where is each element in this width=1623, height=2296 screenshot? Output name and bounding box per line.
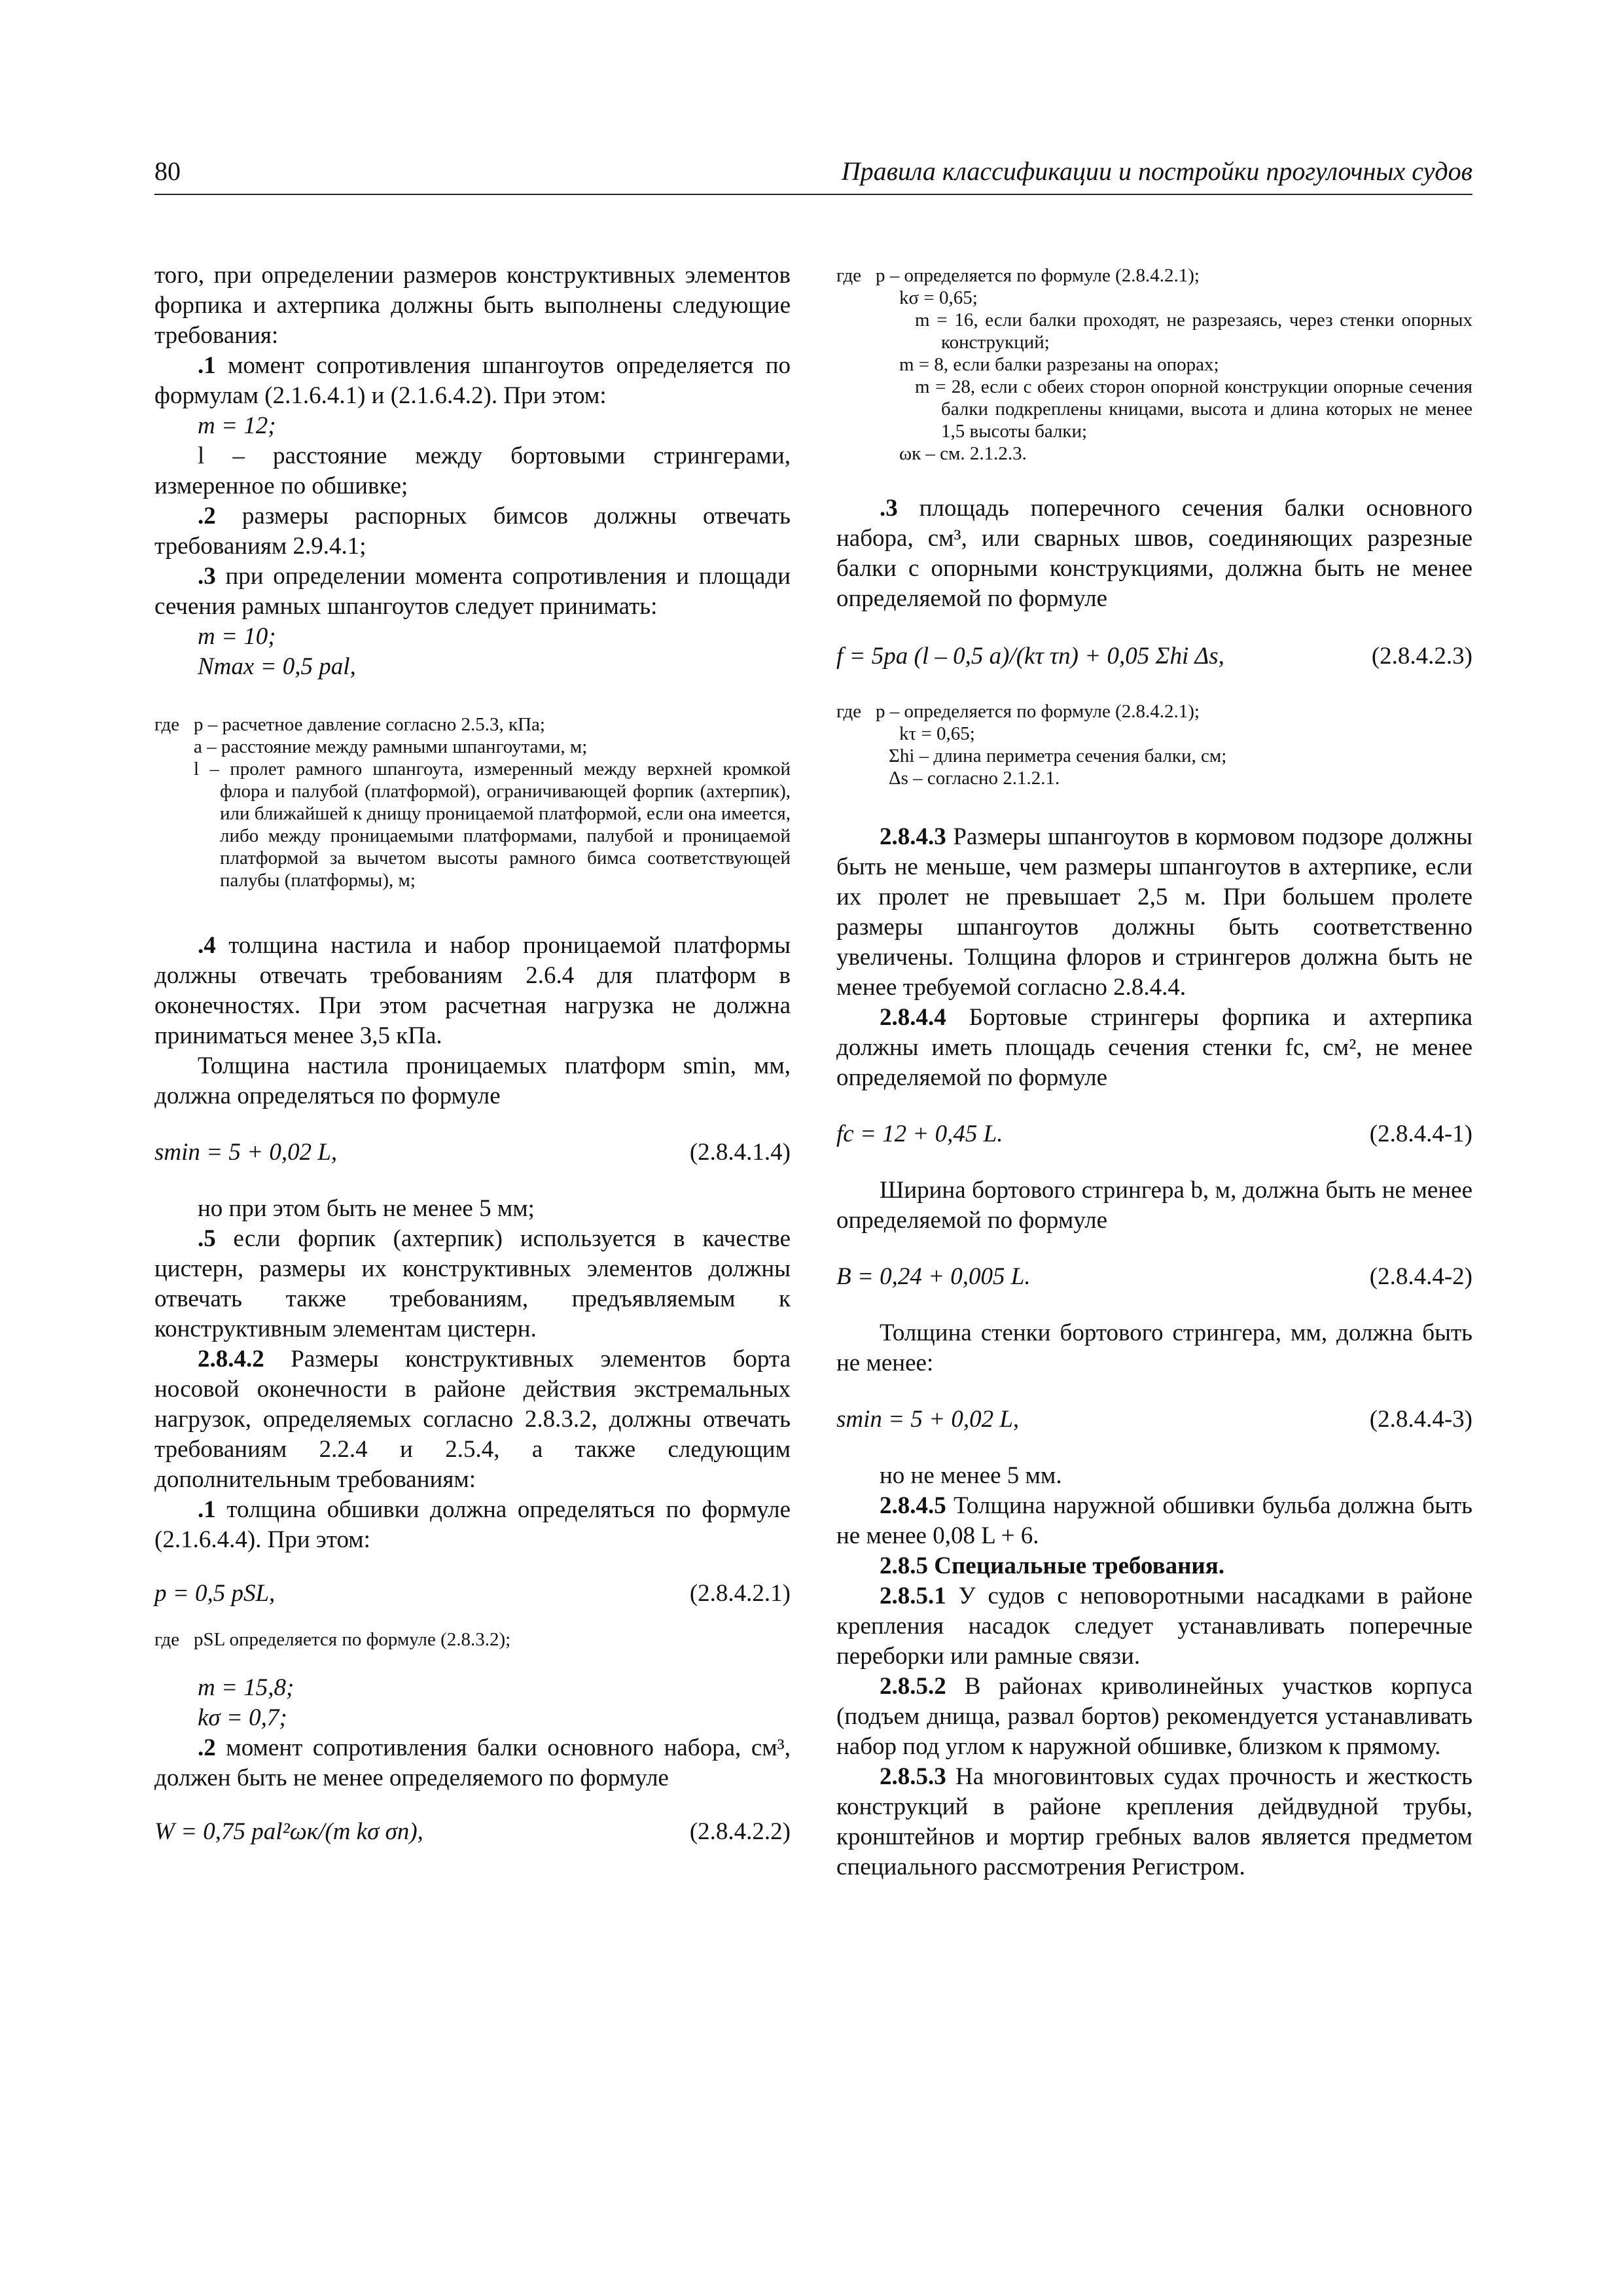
- section-285-heading: [836, 1551, 1472, 1581]
- where-line: a – расстояние между рамными шпангоутами, м;: [194, 736, 588, 757]
- where-line: kσ = 0,65;: [899, 287, 978, 308]
- page-header: [154, 156, 1472, 191]
- section-text: В районах криволинейных участков корпуса (подъем днища, развал бортов) рекомендуется устанавливать набор под углом к наружной обшивке, близком к прямому.: [836, 1673, 1472, 1760]
- item-text: толщина обшивки должна определяться по формуле (2.1.6.4.4). При этом:: [154, 1496, 791, 1553]
- where-block: [836, 700, 1472, 789]
- section-text: У судов с неповоротными насадками в районе крепления насадок следует устанавливать поперечные переборки или рамные связи.: [836, 1583, 1472, 1670]
- formula-row: [836, 1262, 1472, 1292]
- section-text: На многовинтовых судах прочность и жесткость конструкций в районе крепления дейдвудной трубы, кронштейнов и мортир гребных валов является предметом специального рассмотрения Регистром.: [836, 1763, 1472, 1880]
- formula: p = 0,5 pSL,: [154, 1580, 276, 1607]
- item-text: размеры распорных бимсов должны отвечать требованиям 2.9.4.1;: [154, 503, 791, 560]
- section-number: 2.8.5.1: [880, 1583, 946, 1609]
- formula: fc = 12 + 0,45 L.: [836, 1121, 1003, 1147]
- item-number: .1: [198, 1496, 216, 1523]
- formula-nmax: Nmax = 0,5 pal,: [198, 653, 356, 680]
- formula-m: m = 15,8;: [198, 1674, 294, 1701]
- item-number: .2: [198, 503, 216, 529]
- formula: W = 0,75 pal²ωк/(m kσ σn),: [154, 1818, 423, 1845]
- where-line: Δs – согласно 2.1.2.1.: [889, 768, 1060, 789]
- header-rule: [154, 194, 1472, 195]
- item-text: толщина настила и набор проницаемой платформы должны отвечать требованиям 2.6.4 для платформ в оконечностях. При этом расчетная нагрузка не должна приниматься менее 3,5 кПа.: [154, 932, 791, 1049]
- formula-note: но не менее 5 мм.: [880, 1462, 1062, 1489]
- left-column: [154, 260, 791, 1847]
- where-label: где: [836, 265, 862, 286]
- section-title: 2.8.5 Специальные требования.: [880, 1552, 1224, 1579]
- item-number: .2: [198, 1734, 216, 1761]
- section-2852: [836, 1672, 1472, 1762]
- item-text: при определении момента сопротивления и площади сечения рамных шпангоутов следует принимать:: [154, 563, 791, 620]
- where-line: m = 16, если балки проходят, не разрезаясь, через стенки опорных конструкций;: [915, 310, 1472, 353]
- formula-number: (2.8.4.2.1): [689, 1580, 791, 1607]
- where-line: p – определяется по формуле (2.8.4.2.1);: [876, 265, 1200, 286]
- item-text: площадь поперечного сечения балки основного набора, см³, или сварных швов, соединяющих разрезные балки с опорными конструкциями, должна быть не менее определяемой по формуле: [836, 495, 1472, 612]
- where-label: где: [154, 1629, 180, 1650]
- item-number: .1: [198, 352, 216, 379]
- where-line: l – пролет рамного шпангоута, измеренный между верхней кромкой флора и палубой (платформой), ограничивающей форпик (ахтерпик), или ближайшей к днищу проницаемой платформой, если она имеется, либо между проницаемыми платформами, палубой и проницаемой платформой за вычетом высоты рамного бимса соответствующей палубы (платформы), м;: [194, 759, 791, 891]
- section-2851: [836, 1581, 1472, 1672]
- section-2842: [154, 1344, 791, 1495]
- formula-number: (2.8.4.2.3): [1371, 643, 1472, 670]
- item-text: если форпик (ахтерпик) используется в качестве цистерн, размеры их конструктивных элементов должны отвечать также требованиям, предъявляемым к конструктивным элементам цистерн.: [154, 1225, 791, 1342]
- item-text: момент сопротивления балки основного набора, см³, должен быть не менее определяемого по формуле: [154, 1734, 791, 1791]
- section-2845: [836, 1491, 1472, 1551]
- formula: smin = 5 + 0,02 L,: [154, 1139, 338, 1166]
- formula-m: m = 10;: [198, 623, 276, 650]
- item-3: [154, 562, 791, 622]
- definition-l: l – расстояние между бортовыми стрингерами, измеренное по обшивке;: [154, 442, 791, 499]
- where-line: kτ = 0,65;: [899, 723, 975, 744]
- item-number: .3: [880, 495, 898, 522]
- formula-m: m = 12;: [198, 412, 276, 439]
- formula-number: (2.8.4.1.4): [689, 1139, 791, 1166]
- formula-row: [154, 1817, 791, 1847]
- section-number: 2.8.4.4: [880, 1004, 946, 1031]
- where-label: где: [154, 714, 180, 735]
- formula-number: (2.8.4.4-1): [1369, 1121, 1472, 1147]
- formula: smin = 5 + 0,02 L,: [836, 1406, 1020, 1433]
- formula: B = 0,24 + 0,005 L.: [836, 1263, 1031, 1290]
- formula-k: kσ = 0,7;: [198, 1704, 287, 1731]
- where-line: Σhi – длина периметра сечения балки, см;: [889, 745, 1227, 766]
- right-column: [836, 264, 1472, 1882]
- item-1: [154, 351, 791, 411]
- item-4: [154, 931, 791, 1051]
- section-text: Размеры конструктивных элементов борта носовой оконечности в районе действия экстремальных нагрузок, определяемых согласно 2.8.3.2, должны отвечать требованиям 2.2.4 и 2.5.4, а также следующим дополнительным требованиям:: [154, 1346, 791, 1493]
- section-text: Размеры шпангоутов в кормовом подзоре должны быть не меньше, чем размеры шпангоутов в ахтерпике, если их пролет не превышает 2,5 м. При большем пролете размеры шпангоутов должны быть соответственно увеличены. Толщина флоров и стрингеров должна быть не менее требуемой согласно 2.8.4.4.: [836, 823, 1472, 1001]
- formula-row: [154, 1138, 791, 1168]
- page-number: 80: [154, 156, 181, 186]
- section-number: 2.8.5.3: [880, 1763, 946, 1790]
- where-label: где: [836, 701, 862, 722]
- item-text: момент сопротивления шпангоутов определяется по формулам (2.1.6.4.1) и (2.1.6.4.2). При этом:: [154, 352, 791, 409]
- where-line: p – расчетное давление согласно 2.5.3, кПа;: [194, 714, 545, 735]
- where-line: p – определяется по формуле (2.8.4.2.1);: [876, 701, 1200, 722]
- item-2b: [154, 1733, 791, 1793]
- section-2853: [836, 1762, 1472, 1882]
- item-2: [154, 501, 791, 562]
- item-number: .4: [198, 932, 216, 959]
- section-2843: [836, 822, 1472, 1003]
- formula-number: (2.8.4.2.2): [689, 1818, 791, 1845]
- t-intro: Толщина стенки бортового стрингера, мм, должна быть не менее:: [836, 1319, 1472, 1376]
- formula: f = 5pa (l – 0,5 a)/(kτ τn) + 0,05 Σhi Δs,: [836, 643, 1224, 670]
- section-number: 2.8.4.3: [880, 823, 946, 850]
- formula-number: (2.8.4.4-3): [1369, 1406, 1472, 1433]
- where-line: m = 8, если балки разрезаны на опорах;: [899, 354, 1219, 375]
- item-5: [154, 1224, 791, 1344]
- where-block: [154, 713, 791, 891]
- section-text: Бортовые стрингеры форпика и ахтерпика должны иметь площадь сечения стенки fc, см², не менее определяемой по формуле: [836, 1004, 1472, 1091]
- b-intro: Ширина бортового стрингера b, м, должна быть не менее определяемой по формуле: [836, 1177, 1472, 1234]
- formula-row: [836, 1119, 1472, 1149]
- smin-intro: Толщина настила проницаемых платформ smin, мм, должна определяться по формуле: [154, 1052, 791, 1109]
- running-title: Правила классификации и постройки прогулочных судов: [841, 156, 1472, 186]
- section-2844: [836, 1003, 1472, 1093]
- item-number: .5: [198, 1225, 216, 1252]
- formula-row: [836, 1405, 1472, 1435]
- where-line: pSL определяется по формуле (2.8.3.2);: [194, 1629, 511, 1650]
- section-number: 2.8.4.5: [880, 1492, 946, 1519]
- formula-row: [154, 1579, 791, 1609]
- section-number: 2.8.4.2: [198, 1346, 264, 1372]
- where-line: ωк – см. 2.1.2.3.: [899, 443, 1027, 464]
- where-block: [836, 264, 1472, 465]
- item-3b: [836, 493, 1472, 614]
- where-block: [154, 1628, 791, 1651]
- item-1b: [154, 1495, 791, 1555]
- formula-note: но при этом быть не менее 5 мм;: [198, 1195, 535, 1222]
- section-text: Толщина наружной обшивки бульба должна быть не менее 0,08 L + 6.: [836, 1492, 1472, 1549]
- section-number: 2.8.5.2: [880, 1673, 946, 1700]
- intro-paragraph: того, при определении размеров конструктивных элементов форпика и ахтерпика должны быть выполнены следующие требования:: [154, 262, 791, 349]
- item-number: .3: [198, 563, 216, 590]
- formula-row: [836, 641, 1472, 672]
- formula-number: (2.8.4.4-2): [1369, 1263, 1472, 1290]
- where-line: m = 28, если с обеих сторон опорной конструкции опорные сечения балки подкреплены кницами, высота и длина которых не менее 1,5 высоты балки;: [915, 376, 1472, 442]
